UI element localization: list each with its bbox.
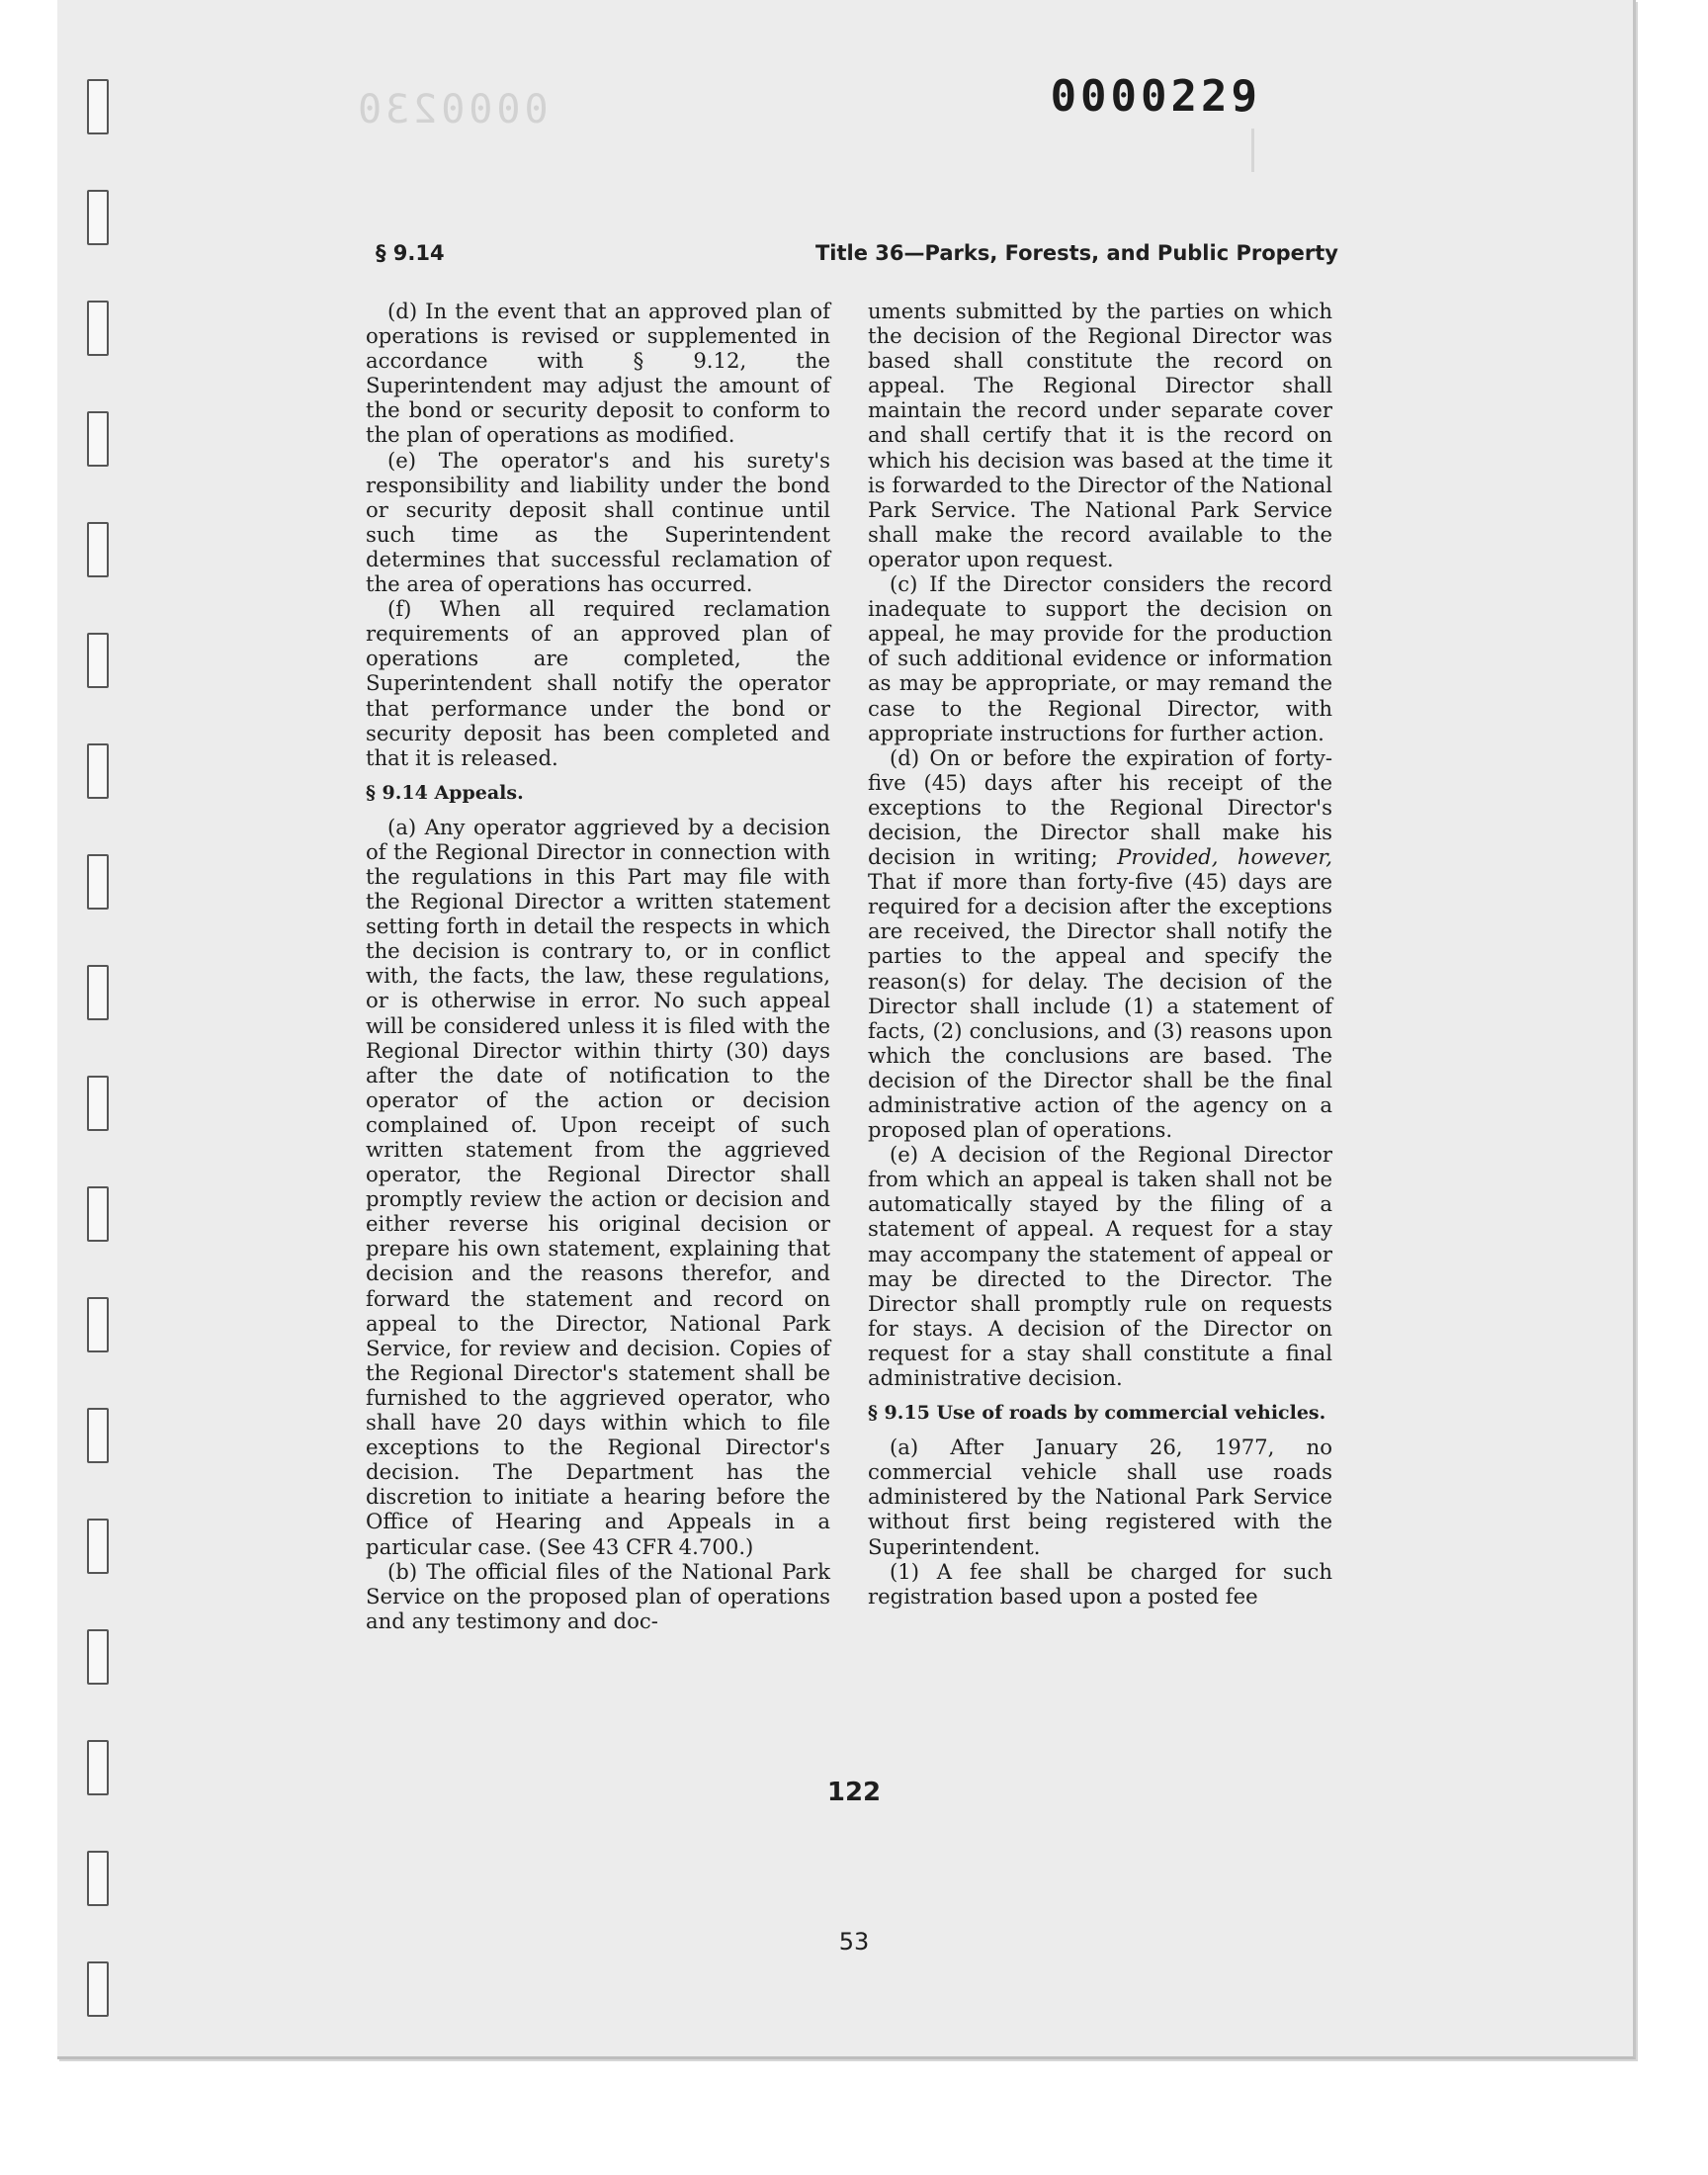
paragraph-d-text-1: (d) On or before the expiration of forty-five (45) days after his receipt of the exceptions to the Regional Director's decision, the Director shall make his decision in writing;	[868, 744, 1332, 870]
page-number: 122	[826, 1778, 882, 1807]
paragraph-d-decision	[868, 745, 1332, 1143]
paragraph-b: (b) The official files of the National Park Service on the proposed plan of operations and any testimony and doc-	[366, 1558, 830, 1633]
section-heading-roads: § 9.15 Use of roads by commercial vehicles.	[868, 1402, 1326, 1425]
binder-hole	[87, 190, 109, 245]
binder-hole	[87, 965, 109, 1020]
header-title: Title 36—Parks, Forests, and Public Property	[814, 241, 1338, 265]
paragraph-a-roads: (a) After January 26, 1977, no commercial vehicle shall use roads administered by the National Park Service without first being registered with the Superintendent.	[868, 1435, 1332, 1559]
paragraph-1-fee: (1) A fee shall be charged for such registration based upon a posted fee	[868, 1558, 1332, 1609]
binder-hole	[87, 411, 109, 467]
running-header	[376, 241, 1338, 277]
binder-hole	[87, 1519, 109, 1574]
binder-hole	[87, 522, 109, 577]
binder-hole	[87, 1186, 109, 1242]
paragraph-e: (e) The operator's and his surety's responsibility and liability under the bond or security deposit shall continue until such time as the Superintendent determines that successful reclamation of the area of operations has occurred.	[366, 447, 830, 597]
paragraph-f: (f) When all required reclamation requirements of an approved plan of operations are completed, the Superintendent shall notify the operator that performance under the bond or security deposit has been completed and that it is released.	[366, 596, 830, 770]
binder-hole	[87, 633, 109, 688]
binder-hole	[87, 854, 109, 910]
proviso-italic: Provided, however,	[1117, 844, 1332, 870]
binder-hole	[87, 1629, 109, 1685]
paragraph-d: (d) In the event that an approved plan of operations is revised or supplemented in accordance with § 9.12, the Superintendent may adjust the amount of the bond or security deposit to conform to the plan of operations as modified.	[366, 299, 830, 448]
section-heading-appeals: § 9.14 Appeals.	[366, 781, 524, 804]
binder-hole	[87, 1076, 109, 1131]
paragraph-c: (c) If the Director considers the record inadequate to support the decision on appeal, he may provide for the production of such additional evidence or information as may be appropriate, or may remand the case to the Regional Director, with appropriate instructions for further action.	[868, 571, 1332, 745]
paragraph-b-continued: uments submitted by the parties on which the decision of the Regional Director was based shall constitute the record on appeal. The Regional Director shall maintain the record under separate cover and shall certify that it is the record on which his decision was based at the time it is forwarded to the Director of the National Park Service. The National Park Service shall make the record available to the operator upon request.	[868, 299, 1332, 571]
document-number-stamp: 0000229	[1050, 71, 1261, 122]
binder-hole	[87, 743, 109, 799]
binder-hole	[87, 1961, 109, 2017]
binder-hole	[87, 79, 109, 134]
right-column	[868, 299, 1332, 1609]
binder-hole	[87, 1297, 109, 1352]
pencil-mark	[1251, 129, 1254, 172]
header-section: § 9.14	[376, 241, 445, 265]
left-column	[366, 299, 830, 1633]
paragraph-d-text-2: That if more than forty-five (45) days are required for a decision after the exceptions are received, the Director shall notify the parties to the appeal and specify the reason(s) for delay. The decision of the Director shall include (1) a statement of facts, (2) conclusions, and (3) reasons upon which the conclusions are based. The decision of the Director shall be the final administrative action of the agency on a proposed plan of operations.	[868, 869, 1332, 1143]
binder-hole	[87, 1408, 109, 1463]
paragraph-a: (a) Any operator aggrieved by a decision of the Regional Director in connection with the regulations in this Part may file with the Regional Director a written statement setting forth in detail the respects in which the decision is contrary to, or in conflict with, the facts, the law, these regulations, or is otherwise in error. No such appeal will be considered unless it is filed with the Regional Director within thirty (30) days after the date of notification to the operator of the action or decision complained of. Upon receipt of such written statement from the aggrieved operator, the Regional Director shall promptly review the action or decision and either reverse his original decision or prepare his own statement, explaining that decision and the reasons therefor, and forward the statement and record on appeal to the Director, National Park Service, for review and decision. Copies of the Regional Director's statement shall be furnished to the aggrieved operator, who shall have 20 days within which to file exceptions to the Regional Director's decision. The Department has the discretion to initiate a hearing before the Office of Hearing and Appeals in a particular case. (See 43 CFR 4.700.)	[366, 814, 830, 1559]
bleed-through-number: 0000230	[354, 87, 549, 132]
stamp-page-number: 53	[838, 1928, 870, 1956]
document-sheet	[57, 0, 1636, 2059]
binder-holes	[87, 79, 109, 2017]
binder-hole	[87, 301, 109, 356]
paragraph-e-stay: (e) A decision of the Regional Director from which an appeal is taken shall not be automatically stayed by the filing of a statement of appeal. A request for a stay may accompany the statement of appeal or may be directed to the Director. The Director shall promptly rule on requests for stays. A decision of the Director on request for a stay shall constitute a final administrative decision.	[868, 1142, 1332, 1391]
binder-hole	[87, 1851, 109, 1906]
